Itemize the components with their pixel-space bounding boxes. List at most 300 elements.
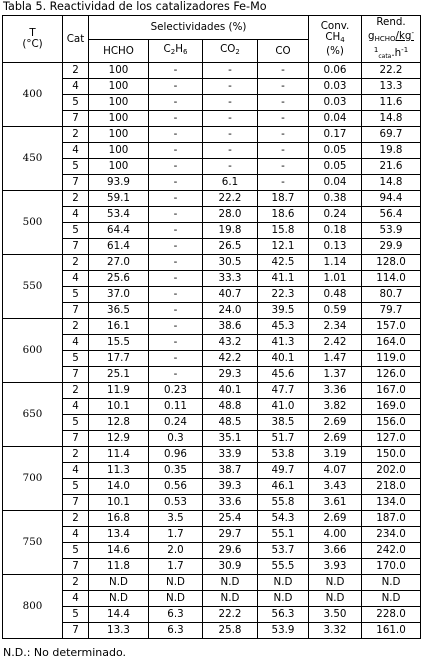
co2-cell: 25.4 (203, 511, 258, 527)
hcho-cell: 100 (89, 63, 149, 79)
table-row (3, 79, 421, 95)
table-row (3, 159, 421, 175)
co-cell: 46.1 (258, 479, 309, 495)
cat-cell: 2 (63, 383, 89, 399)
rendimiento-cell: 161.0 (362, 623, 421, 639)
table-row (3, 623, 421, 639)
co-cell: 55.8 (258, 495, 309, 511)
co2-cell: 26.5 (203, 239, 258, 255)
hcho-cell: 100 (89, 127, 149, 143)
co-cell: 41.3 (258, 335, 309, 351)
c2h6-cell: - (149, 191, 203, 207)
conversion-cell: 3.36 (309, 383, 362, 399)
temperature-cell: 450 (3, 127, 63, 191)
conversion-cell: N.D (309, 575, 362, 591)
table-row (3, 143, 421, 159)
c2h6-cell: - (149, 223, 203, 239)
c2h6-cell: 3.5 (149, 511, 203, 527)
hcho-cell: 100 (89, 111, 149, 127)
co-cell: 53.9 (258, 623, 309, 639)
conversion-cell: 2.69 (309, 511, 362, 527)
header-rend-title: Rend. (376, 15, 406, 28)
cat-cell: 5 (63, 415, 89, 431)
conversion-cell: 0.04 (309, 175, 362, 191)
co2-cell: 22.2 (203, 191, 258, 207)
cat-cell: 4 (63, 271, 89, 287)
hcho-cell: 11.4 (89, 447, 149, 463)
table-row (3, 351, 421, 367)
rendimiento-cell: 80.7 (362, 287, 421, 303)
header-co: CO (258, 40, 309, 63)
table-row (3, 111, 421, 127)
conversion-cell: 0.05 (309, 143, 362, 159)
c2h6-cell: 6.3 (149, 623, 203, 639)
rendimiento-cell: 202.0 (362, 463, 421, 479)
conversion-cell: 1.37 (309, 367, 362, 383)
co2-cell: 39.3 (203, 479, 258, 495)
cat-cell: 5 (63, 159, 89, 175)
hcho-cell: N.D (89, 575, 149, 591)
co-cell: N.D (258, 575, 309, 591)
rendimiento-cell: 127.0 (362, 431, 421, 447)
conversion-cell: 3.19 (309, 447, 362, 463)
rendimiento-cell: 218.0 (362, 479, 421, 495)
cat-cell: 2 (63, 255, 89, 271)
co2-cell: 43.2 (203, 335, 258, 351)
footnote: N.D.: No determinado. (3, 646, 127, 659)
cat-cell: 4 (63, 527, 89, 543)
temperature-cell: 500 (3, 191, 63, 255)
table-row (3, 287, 421, 303)
conversion-cell: 0.06 (309, 63, 362, 79)
cat-cell: 2 (63, 575, 89, 591)
cat-cell: 7 (63, 111, 89, 127)
header-temperature (3, 16, 63, 63)
header-rend-hcho: HCHO (374, 34, 396, 43)
co-cell: 53.7 (258, 543, 309, 559)
rendimiento-cell: 14.8 (362, 175, 421, 191)
rendimiento-cell: 119.0 (362, 351, 421, 367)
conversion-cell: 0.17 (309, 127, 362, 143)
co2-cell: 38.6 (203, 319, 258, 335)
c2h6-cell: 0.23 (149, 383, 203, 399)
rendimiento-cell: 29.9 (362, 239, 421, 255)
rendimiento-cell: 156.0 (362, 415, 421, 431)
table-row (3, 511, 421, 527)
table-row (3, 463, 421, 479)
header-rend-units2 (374, 47, 408, 59)
cat-cell: 2 (63, 319, 89, 335)
table-row (3, 255, 421, 271)
conversion-cell: 0.18 (309, 223, 362, 239)
header-conv-ch4 (325, 31, 344, 43)
hcho-cell: 11.9 (89, 383, 149, 399)
table-row (3, 383, 421, 399)
temperature-cell: 700 (3, 447, 63, 511)
c2h6-cell: 0.24 (149, 415, 203, 431)
c2h6-cell: - (149, 175, 203, 191)
co-cell: - (258, 63, 309, 79)
co-cell: 53.8 (258, 447, 309, 463)
hcho-cell: 10.1 (89, 495, 149, 511)
cat-cell: 7 (63, 623, 89, 639)
co-cell: - (258, 111, 309, 127)
rendimiento-cell: 164.0 (362, 335, 421, 351)
header-c2h6-h: H (175, 43, 183, 55)
conversion-cell: 0.03 (309, 79, 362, 95)
c2h6-cell: - (149, 351, 203, 367)
co-cell: 18.6 (258, 207, 309, 223)
table-row (3, 447, 421, 463)
hcho-cell: N.D (89, 591, 149, 607)
co2-cell: 40.7 (203, 287, 258, 303)
co-cell: - (258, 127, 309, 143)
rendimiento-cell: 19.8 (362, 143, 421, 159)
cat-cell: 4 (63, 463, 89, 479)
header-conv-title: Conv. (320, 20, 350, 32)
c2h6-cell: 1.7 (149, 559, 203, 575)
hcho-cell: 59.1 (89, 191, 149, 207)
rendimiento-cell: 114.0 (362, 271, 421, 287)
header-c2h6 (149, 40, 203, 63)
table-row (3, 479, 421, 495)
co-cell: 41.0 (258, 399, 309, 415)
header-conv-unit: (%) (326, 45, 344, 57)
conversion-cell: 2.42 (309, 335, 362, 351)
rendimiento-cell: 79.7 (362, 303, 421, 319)
c2h6-cell: - (149, 335, 203, 351)
co2-cell: 48.5 (203, 415, 258, 431)
co2-cell: 19.8 (203, 223, 258, 239)
cat-cell: 5 (63, 223, 89, 239)
c2h6-cell: - (149, 111, 203, 127)
co2-cell: - (203, 63, 258, 79)
c2h6-cell: 0.53 (149, 495, 203, 511)
rendimiento-cell: 13.3 (362, 79, 421, 95)
temperature-cell: 550 (3, 255, 63, 319)
co-cell: - (258, 95, 309, 111)
co2-cell: N.D (203, 591, 258, 607)
cat-cell: 7 (63, 239, 89, 255)
temperature-cell: 750 (3, 511, 63, 575)
hcho-cell: 11.3 (89, 463, 149, 479)
cat-cell: 7 (63, 559, 89, 575)
cat-cell: 5 (63, 351, 89, 367)
cat-cell: 4 (63, 207, 89, 223)
header-co2-co: CO (220, 43, 236, 55)
rendimiento-cell: 53.9 (362, 223, 421, 239)
co-cell: - (258, 143, 309, 159)
co-cell: 39.5 (258, 303, 309, 319)
conversion-cell: 3.43 (309, 479, 362, 495)
header-rend-cata: cata (378, 52, 392, 60)
cat-cell: 2 (63, 511, 89, 527)
header-c2h6-c: C (163, 43, 171, 55)
hcho-cell: 37.0 (89, 287, 149, 303)
conversion-cell: 0.05 (309, 159, 362, 175)
conversion-cell: 3.50 (309, 607, 362, 623)
rendimiento-cell: 11.6 (362, 95, 421, 111)
table-row (3, 175, 421, 191)
conversion-cell: 0.24 (309, 207, 362, 223)
rendimiento-cell: 228.0 (362, 607, 421, 623)
hcho-cell: 93.9 (89, 175, 149, 191)
co2-cell: 24.0 (203, 303, 258, 319)
rendimiento-cell: 157.0 (362, 319, 421, 335)
rendimiento-cell: 94.4 (362, 191, 421, 207)
hcho-cell: 13.3 (89, 623, 149, 639)
c2h6-cell: - (149, 287, 203, 303)
c2h6-cell: 0.56 (149, 479, 203, 495)
header-rend-h: .h (391, 46, 402, 59)
conversion-cell: 0.59 (309, 303, 362, 319)
co2-cell: 22.2 (203, 607, 258, 623)
conversion-cell: 0.04 (309, 111, 362, 127)
co2-cell: - (203, 159, 258, 175)
table-body (3, 63, 421, 639)
cat-cell: 4 (63, 399, 89, 415)
header-rendimiento (362, 16, 421, 63)
rendimiento-cell: 21.6 (362, 159, 421, 175)
table-row (3, 63, 421, 79)
cat-cell: 2 (63, 191, 89, 207)
conversion-cell: 1.14 (309, 255, 362, 271)
c2h6-cell: - (149, 239, 203, 255)
header-rend-kg: /kg (395, 29, 412, 42)
hcho-cell: 14.4 (89, 607, 149, 623)
c2h6-cell: - (149, 63, 203, 79)
co-cell: 56.3 (258, 607, 309, 623)
co2-cell: 30.5 (203, 255, 258, 271)
c2h6-cell: - (149, 79, 203, 95)
table-caption: Tabla 5. Reactividad de los catalizadores Fe-Mo (3, 0, 267, 13)
cat-cell: 5 (63, 479, 89, 495)
c2h6-cell: N.D (149, 575, 203, 591)
co-cell: 49.7 (258, 463, 309, 479)
table-row (3, 367, 421, 383)
c2h6-cell: 0.3 (149, 431, 203, 447)
co-cell: 45.6 (258, 367, 309, 383)
table-row (3, 207, 421, 223)
table-row (3, 399, 421, 415)
rendimiento-cell: N.D (362, 591, 421, 607)
table-row (3, 543, 421, 559)
cat-cell: 4 (63, 143, 89, 159)
rendimiento-cell: 167.0 (362, 383, 421, 399)
conversion-cell: N.D (309, 591, 362, 607)
co2-cell: 29.3 (203, 367, 258, 383)
conversion-cell: 2.69 (309, 431, 362, 447)
co2-cell: 30.9 (203, 559, 258, 575)
header-c2h6-6: 6 (182, 48, 188, 56)
rendimiento-cell: 169.0 (362, 399, 421, 415)
cat-cell: 4 (63, 591, 89, 607)
conversion-cell: 0.48 (309, 287, 362, 303)
hcho-cell: 13.4 (89, 527, 149, 543)
rendimiento-cell: 14.8 (362, 111, 421, 127)
c2h6-cell: 6.3 (149, 607, 203, 623)
co2-cell: - (203, 79, 258, 95)
co2-cell: 48.8 (203, 399, 258, 415)
hcho-cell: 16.8 (89, 511, 149, 527)
c2h6-cell: - (149, 319, 203, 335)
reactivity-table (2, 15, 421, 639)
header-conversion (309, 16, 362, 63)
cat-cell: 5 (63, 95, 89, 111)
co-cell: 55.5 (258, 559, 309, 575)
table-row (3, 495, 421, 511)
table-row (3, 527, 421, 543)
co-cell: 51.7 (258, 431, 309, 447)
rendimiento-cell: 242.0 (362, 543, 421, 559)
c2h6-cell: 0.11 (149, 399, 203, 415)
rendimiento-cell: 234.0 (362, 527, 421, 543)
hcho-cell: 14.6 (89, 543, 149, 559)
co2-cell: 28.0 (203, 207, 258, 223)
conversion-cell: 3.32 (309, 623, 362, 639)
table-row (3, 591, 421, 607)
hcho-cell: 14.0 (89, 479, 149, 495)
co2-cell: 40.1 (203, 383, 258, 399)
temperature-cell: 400 (3, 63, 63, 127)
conversion-cell: 1.01 (309, 271, 362, 287)
conversion-cell: 3.66 (309, 543, 362, 559)
hcho-cell: 100 (89, 95, 149, 111)
header-selectividades: Selectividades (%) (89, 16, 309, 40)
co-cell: 55.1 (258, 527, 309, 543)
conversion-cell: 0.38 (309, 191, 362, 207)
conversion-cell: 0.03 (309, 95, 362, 111)
rendimiento-cell: 170.0 (362, 559, 421, 575)
c2h6-cell: - (149, 95, 203, 111)
header-hcho: HCHO (89, 40, 149, 63)
table-row (3, 431, 421, 447)
conversion-cell: 1.47 (309, 351, 362, 367)
co2-cell: 29.7 (203, 527, 258, 543)
table-row (3, 415, 421, 431)
hcho-cell: 17.7 (89, 351, 149, 367)
cat-cell: 5 (63, 543, 89, 559)
cat-cell: 5 (63, 287, 89, 303)
hcho-cell: 64.4 (89, 223, 149, 239)
co2-cell: N.D (203, 575, 258, 591)
table-header (3, 16, 421, 63)
table-row (3, 223, 421, 239)
header-co2-2: 2 (235, 48, 240, 56)
c2h6-cell: 2.0 (149, 543, 203, 559)
hcho-cell: 25.6 (89, 271, 149, 287)
header-t-label: T (29, 27, 36, 39)
header-cat: Cat (63, 16, 89, 63)
cat-cell: 7 (63, 367, 89, 383)
c2h6-cell: 1.7 (149, 527, 203, 543)
co-cell: 47.7 (258, 383, 309, 399)
cat-cell: 2 (63, 63, 89, 79)
hcho-cell: 12.9 (89, 431, 149, 447)
c2h6-cell: - (149, 207, 203, 223)
cat-cell: 2 (63, 127, 89, 143)
c2h6-cell: - (149, 303, 203, 319)
c2h6-cell: - (149, 127, 203, 143)
rendimiento-cell: 187.0 (362, 511, 421, 527)
co2-cell: 25.8 (203, 623, 258, 639)
table-row (3, 303, 421, 319)
temperature-cell: 600 (3, 319, 63, 383)
co-cell: 15.8 (258, 223, 309, 239)
co2-cell: 33.9 (203, 447, 258, 463)
c2h6-cell: N.D (149, 591, 203, 607)
table-row (3, 335, 421, 351)
rendimiento-cell: N.D (362, 575, 421, 591)
co-cell: 45.3 (258, 319, 309, 335)
hcho-cell: 100 (89, 143, 149, 159)
co-cell: 38.5 (258, 415, 309, 431)
hcho-cell: 100 (89, 79, 149, 95)
cat-cell: 7 (63, 431, 89, 447)
conversion-cell: 4.07 (309, 463, 362, 479)
rendimiento-cell: 22.2 (362, 63, 421, 79)
hcho-cell: 100 (89, 159, 149, 175)
co-cell: - (258, 79, 309, 95)
co-cell: 18.7 (258, 191, 309, 207)
table-row (3, 575, 421, 591)
hcho-cell: 25.1 (89, 367, 149, 383)
rendimiento-cell: 69.7 (362, 127, 421, 143)
conversion-cell: 3.93 (309, 559, 362, 575)
rendimiento-cell: 126.0 (362, 367, 421, 383)
header-rend-one: 1 (373, 45, 379, 54)
hcho-cell: 10.1 (89, 399, 149, 415)
table-row (3, 239, 421, 255)
table-row (3, 191, 421, 207)
co2-cell: 6.1 (203, 175, 258, 191)
conversion-cell: 4.00 (309, 527, 362, 543)
c2h6-cell: 0.96 (149, 447, 203, 463)
header-rend-dash: - (411, 28, 414, 37)
co2-cell: 38.7 (203, 463, 258, 479)
cat-cell: 5 (63, 607, 89, 623)
hcho-cell: 27.0 (89, 255, 149, 271)
c2h6-cell: - (149, 255, 203, 271)
header-conv-sub4: 4 (340, 36, 345, 44)
c2h6-cell: - (149, 367, 203, 383)
temperature-cell: 800 (3, 575, 63, 639)
cat-cell: 7 (63, 175, 89, 191)
hcho-cell: 12.8 (89, 415, 149, 431)
co2-cell: 29.6 (203, 543, 258, 559)
header-c2h6-2: 2 (170, 48, 176, 56)
conversion-cell: 3.61 (309, 495, 362, 511)
co-cell: 40.1 (258, 351, 309, 367)
cat-cell: 7 (63, 495, 89, 511)
co-cell: N.D (258, 591, 309, 607)
co2-cell: - (203, 111, 258, 127)
table-row (3, 559, 421, 575)
rendimiento-cell: 150.0 (362, 447, 421, 463)
table-row (3, 319, 421, 335)
c2h6-cell: 0.35 (149, 463, 203, 479)
co-cell: 42.5 (258, 255, 309, 271)
table-row (3, 607, 421, 623)
hcho-cell: 16.1 (89, 319, 149, 335)
co2-cell: 33.3 (203, 271, 258, 287)
c2h6-cell: - (149, 159, 203, 175)
c2h6-cell: - (149, 271, 203, 287)
cat-cell: 7 (63, 303, 89, 319)
conversion-cell: 0.13 (309, 239, 362, 255)
cat-cell: 4 (63, 79, 89, 95)
rendimiento-cell: 134.0 (362, 495, 421, 511)
